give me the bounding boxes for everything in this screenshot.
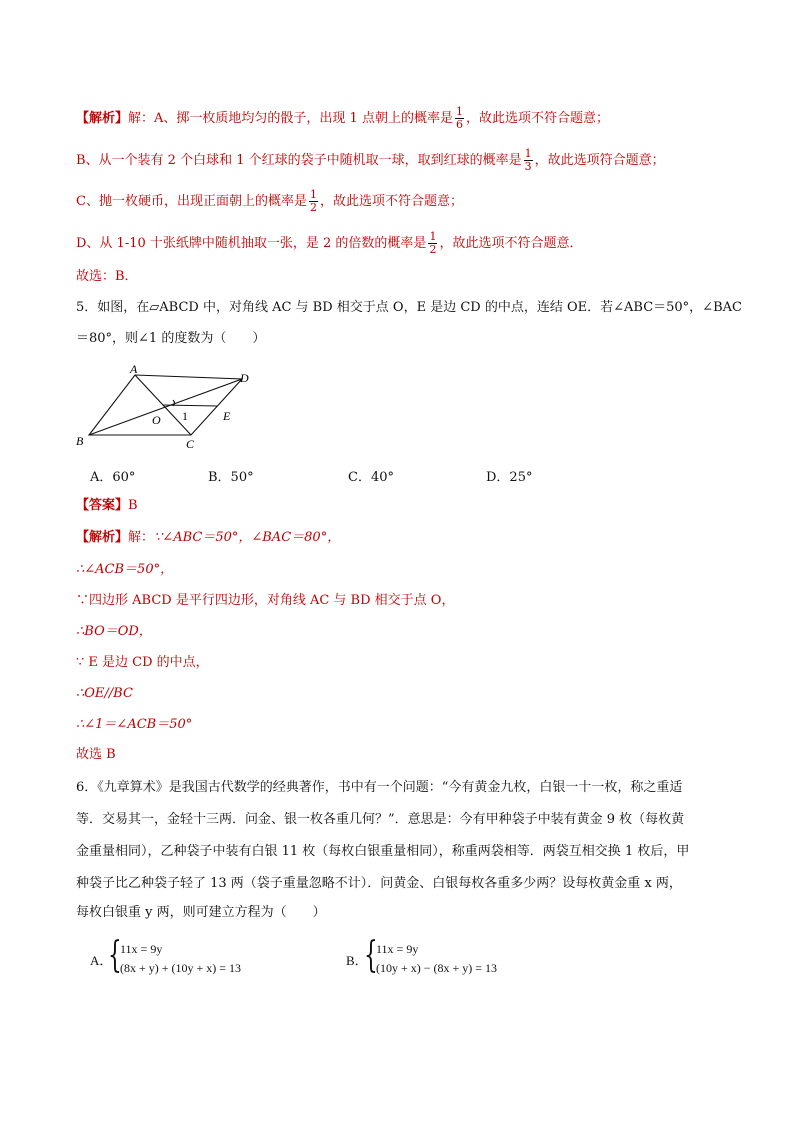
label-B: B bbox=[76, 434, 84, 448]
q6-option-a-eq2: (8x + y) + (10y + x) = 13 bbox=[120, 961, 242, 975]
analysis-choice: 故选：B． bbox=[76, 269, 138, 284]
analysis-line-d: D、从 1-10 十张纸牌中随机抽取一张，是 2 的倍数的概率是 $\frac{1}{2}$ ，故此选项不符合题意． bbox=[76, 230, 583, 256]
q5-analysis-line7: ∴∠1＝∠ACB＝50° bbox=[76, 717, 193, 732]
q6-stem-line3: 金重量相同），乙种袋子中装有白银 11 枚（每枚白银重量相同），称重两袋相等．两袋互相交换 1 枚后，甲 bbox=[76, 844, 690, 859]
q5-analysis-line1: 【解析】解：∵∠ABC＝50°，∠BAC＝80°， bbox=[76, 530, 341, 545]
answer-tag: 【答案】 bbox=[76, 498, 129, 513]
q5-analysis-line2: ∴∠ACB＝50°， bbox=[76, 562, 174, 577]
q5-analysis-line6: ∴OE//BC bbox=[76, 686, 133, 701]
fraction-d: $\frac{1}{2}$ bbox=[429, 230, 437, 256]
answer-value: B bbox=[128, 498, 138, 513]
q6-option-b-label: B． bbox=[346, 953, 368, 968]
q5-option-d: D．25° bbox=[486, 470, 533, 485]
analysis-line-c: C、抛一枚硬币，出现正面朝上的概率是 $\frac{1}{2}$ ，故此选项不符合题意； bbox=[76, 188, 463, 214]
q5-option-a: A．60° bbox=[90, 470, 136, 485]
label-O: O bbox=[152, 413, 161, 427]
q6-stem-line5: 每枚白银重 y 两，则可建立方程为（ ） bbox=[76, 905, 326, 920]
q6-option-a-eq1: 11x = 9y bbox=[120, 942, 163, 956]
label-E: E bbox=[223, 409, 231, 423]
q5-stem-line1: 5．如图，在▱ABCD 中，对角线 AC 与 BD 相交于点 O，E 是边 CD 的中点，连结 OE．若∠ABC＝50°，∠BAC bbox=[76, 300, 742, 315]
brace-icon: { bbox=[108, 935, 122, 976]
q5-option-c: C．40° bbox=[348, 470, 394, 485]
label-A: A bbox=[130, 362, 138, 376]
analysis-line-b: B、从一个装有 2 个白球和 1 个红球的袋子中随机取一球，取到红球的概率是 $\frac{1}{3}$ ，故此选项符合题意； bbox=[76, 147, 665, 173]
fraction-c: $\frac{1}{2}$ bbox=[309, 188, 317, 214]
label-D: D bbox=[240, 371, 249, 385]
q5-analysis-line4: ∴BO＝OD， bbox=[76, 624, 152, 639]
analysis-tag: 【解析】 bbox=[76, 530, 129, 545]
q6-option-b-eq1: 11x = 9y bbox=[376, 942, 419, 956]
q6-stem-line2: 等．交易其一，金轻十三两．问金、银一枚各重几何？”．意思是：今有甲种袋子中装有黄金 9 枚（每枚黄 bbox=[76, 812, 685, 827]
segment-oe bbox=[163, 405, 217, 406]
q5-answer bbox=[76, 497, 138, 515]
label-angle-1: 1 bbox=[182, 409, 188, 423]
q5-analysis-line5: ∵ E 是边 CD 的中点， bbox=[76, 655, 209, 670]
q6-stem-line4: 种袋子比乙种袋子轻了 13 两（袋子重量忽略不计）．问黄金、白银每枚各重多少两？设每枚黄金重 x 两， bbox=[76, 876, 682, 891]
angle-1-arc bbox=[173, 400, 175, 406]
label-C: C bbox=[186, 437, 195, 451]
q5-stem-line2: ＝80°，则∠1 的度数为（ ） bbox=[76, 331, 266, 346]
analysis-text-a: 解：A、掷一枚质地均匀的骰子，出现 1 点朝上的概率是 bbox=[128, 111, 453, 126]
analysis-line-a: 【解析】解：A、掷一枚质地均匀的骰子，出现 1 点朝上的概率是 $\frac{1}{6}$ ，故此选项不符合题意； bbox=[76, 105, 609, 131]
q6-stem-line1: 6．《九章算术》是我国古代数学的经典著作，书中有一个问题：“今有黄金九枚，白银一十一枚，称之重适 bbox=[76, 780, 683, 795]
fraction-a: $\frac{1}{6}$ bbox=[455, 105, 463, 131]
diagonal-bd bbox=[89, 379, 242, 435]
q6-option-b-eq2: (10y + x) − (8x + y) = 13 bbox=[376, 961, 498, 975]
brace-icon: { bbox=[364, 935, 378, 976]
q6-option-a-label: A． bbox=[90, 953, 113, 968]
q5-option-b: B．50° bbox=[208, 470, 254, 485]
fraction-b: $\frac{1}{3}$ bbox=[524, 147, 532, 173]
analysis-tag: 【解析】 bbox=[76, 111, 129, 126]
parallelogram-figure bbox=[72, 362, 272, 452]
q5-analysis-choice: 故选 B bbox=[76, 747, 116, 762]
q5-analysis-line3: ∵四边形 ABCD 是平行四边形，对角线 AC 与 BD 相交于点 O， bbox=[76, 593, 455, 608]
